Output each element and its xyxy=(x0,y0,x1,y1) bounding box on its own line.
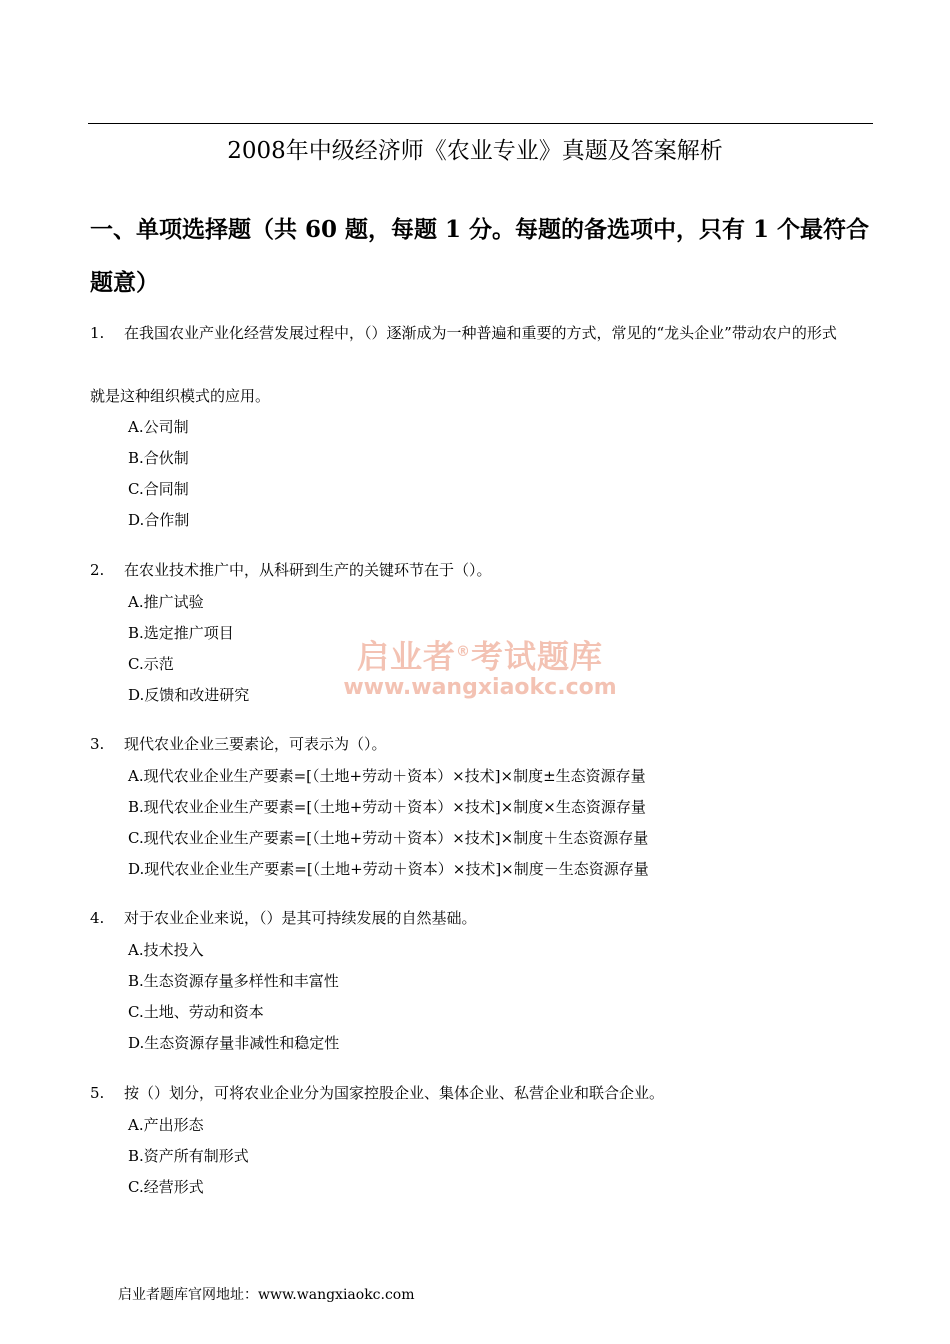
question-5 xyxy=(90,1082,875,1104)
section-heading: 一、单项选择题（共 60 题，每题 1 分。每题的备选项中，只有 1 个最符合题意） xyxy=(90,216,870,296)
option-d: D.现代农业企业生产要素=[（土地+劳动＋资本）×技术]×制度－生态资源存量 xyxy=(128,860,649,878)
question-stem: 在农业技术推广中，从科研到生产的关键环节在于（）。 xyxy=(124,561,492,579)
question-continuation: 就是这种组织模式的应用。 xyxy=(90,387,271,405)
question-stem: 在我国农业产业化经营发展过程中，（）逐渐成为一种普遍和重要的方式，常见的“龙头企业”带动农户的形式 xyxy=(124,324,837,342)
question-stem: 对于农业企业来说，（）是其可持续发展的自然基础。 xyxy=(124,909,477,927)
header-rule xyxy=(88,123,873,124)
option-b: B.合伙制 xyxy=(128,449,189,467)
option-a: A.公司制 xyxy=(128,418,189,436)
question-number: 2. xyxy=(90,561,105,579)
option-d: D.反馈和改进研究 xyxy=(128,686,250,704)
options-list xyxy=(128,939,339,1063)
question-number: 4. xyxy=(90,909,105,927)
option-a: A.产出形态 xyxy=(128,1116,204,1134)
watermark-url: www.wangxiaokc.com xyxy=(343,674,617,700)
option-d: D.合作制 xyxy=(128,511,190,529)
option-b: B.现代农业企业生产要素=[（土地+劳动＋资本）×技术]×制度×生态资源存量 xyxy=(128,798,646,816)
option-b: B.选定推广项目 xyxy=(128,624,234,642)
footer-text: 启业者题库官网地址：www.wangxiaokc.com xyxy=(118,1287,415,1303)
option-d: D.生态资源存量非减性和稳定性 xyxy=(128,1034,340,1052)
question-4 xyxy=(90,907,875,929)
watermark-brand: 启业者®考试题库 xyxy=(356,637,604,676)
option-c: C.合同制 xyxy=(128,480,189,498)
options-list xyxy=(128,1114,249,1207)
option-c: C.经营形式 xyxy=(128,1178,204,1196)
option-a: A.技术投入 xyxy=(128,941,204,959)
question-2 xyxy=(90,559,875,581)
question-number: 5. xyxy=(90,1084,105,1102)
option-c: C.示范 xyxy=(128,655,174,673)
options-list xyxy=(128,416,189,540)
document-title: 2008年中级经济师《农业专业》真题及答案解析 xyxy=(227,138,723,164)
question-number: 1. xyxy=(90,324,105,342)
options-list xyxy=(128,765,649,889)
options-list xyxy=(128,591,249,715)
option-b: B.资产所有制形式 xyxy=(128,1147,249,1165)
question-stem: 现代农业企业三要素论，可表示为（）。 xyxy=(124,735,387,753)
question-stem: 按（）划分，可将农业企业分为国家控股企业、集体企业、私营企业和联合企业。 xyxy=(124,1084,665,1102)
watermark xyxy=(330,633,630,700)
option-a: A.推广试验 xyxy=(128,593,204,611)
question-1 xyxy=(90,322,875,344)
option-c: C.土地、劳动和资本 xyxy=(128,1003,264,1021)
option-b: B.生态资源存量多样性和丰富性 xyxy=(128,972,339,990)
question-number: 3. xyxy=(90,735,105,753)
option-c: C.现代农业企业生产要素=[（土地+劳动＋资本）×技术]×制度＋生态资源存量 xyxy=(128,829,649,847)
option-a: A.现代农业企业生产要素=[（土地+劳动＋资本）×技术]×制度±生态资源存量 xyxy=(128,767,646,785)
question-3 xyxy=(90,733,875,755)
